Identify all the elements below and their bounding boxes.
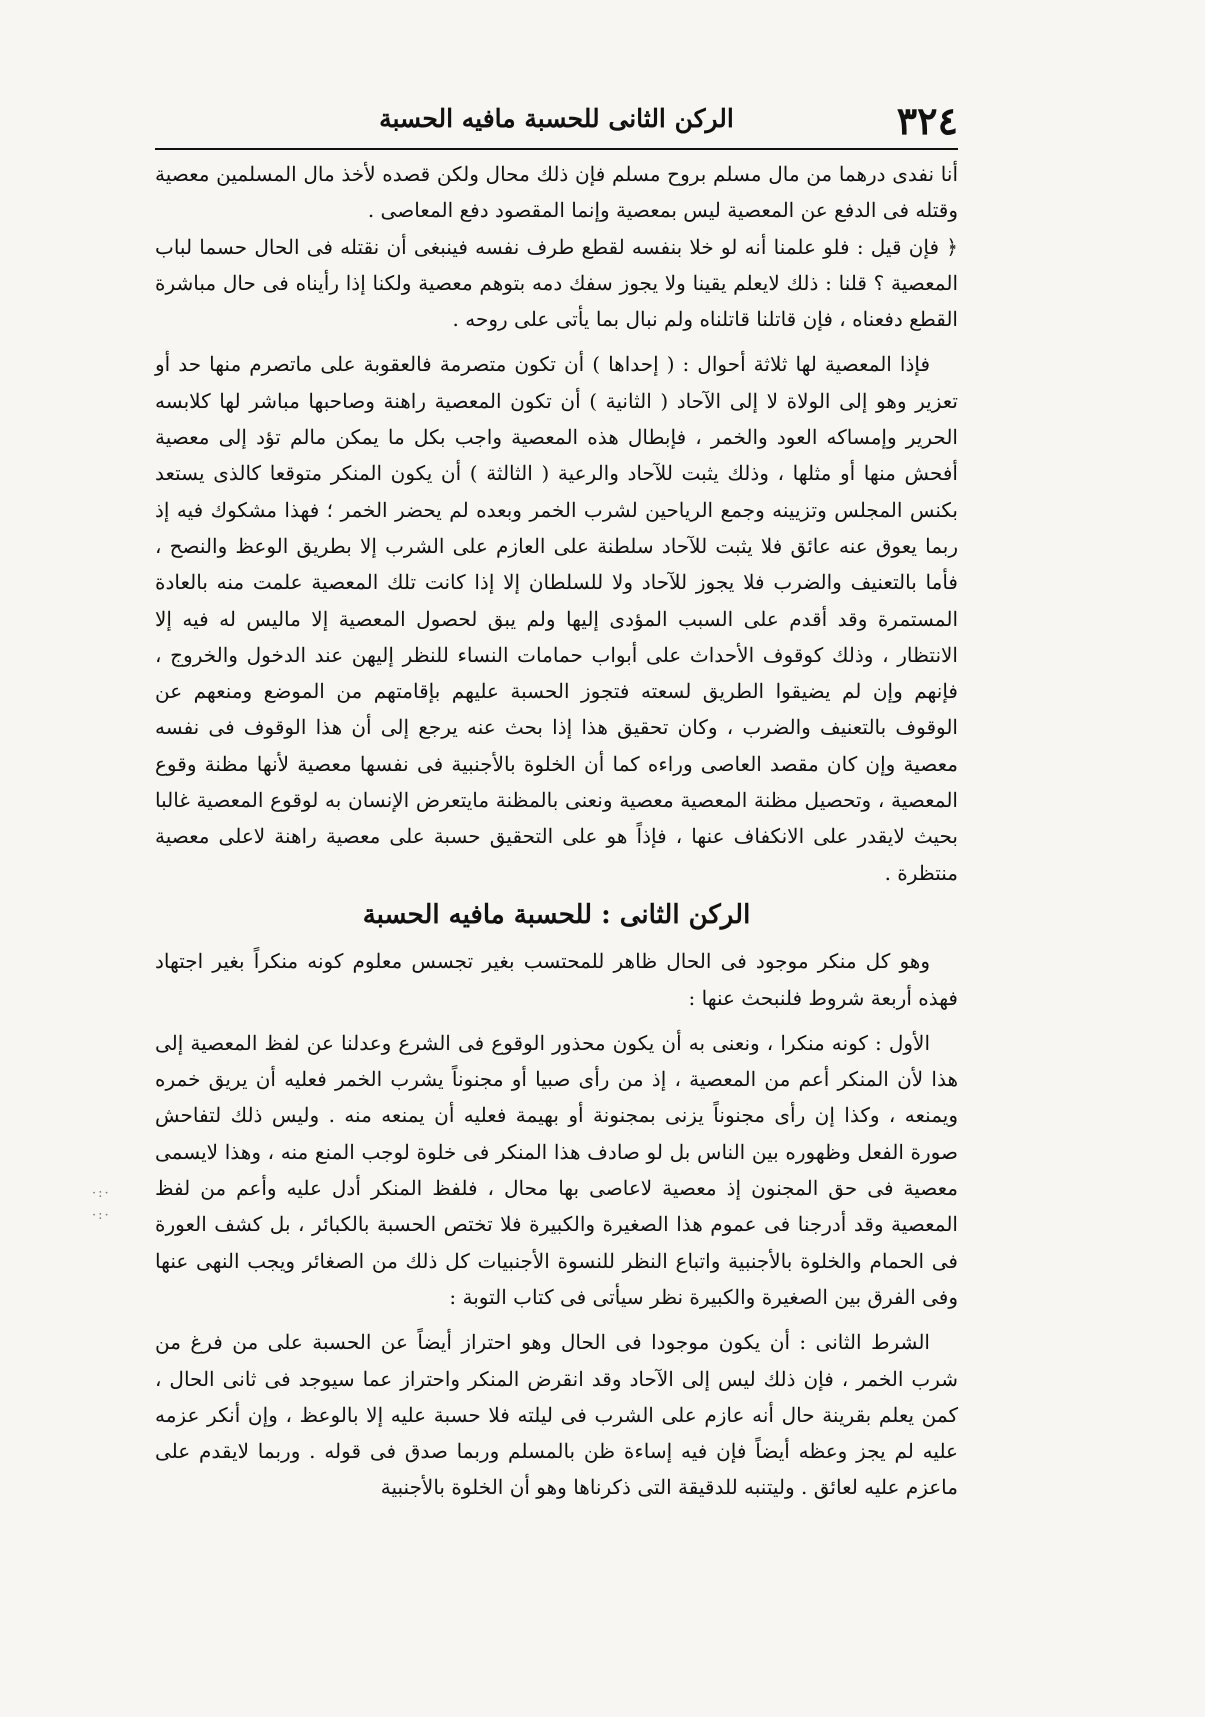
paragraph-continuation: أنا نفدى درهما من مال مسلم بروح مسلم فإن ذلك محال ولكن قصده لأخذ مال المسلمين معصية وقتله فى الدفع عن المعصية ليس بمعصية وإنما المقصود دفع المعاصى . <box>155 162 958 223</box>
paragraph-second-condition: الشرط الثانى : أن يكون موجودا فى الحال وهو احتراز أيضاً عن الحسبة على من فرغ من شرب الخمر ، فإن ذلك ليس إلى الآحاد وقد انقرض المنكر واحتراز عما سيوجد فى ثانى الحال ، كمن يعلم بقرينة حال أنه عازم على الشرب فى ليلته فلا حسبة عليه إلا بالوعظ ، وإن أنكر عزمه عليه لم يجز وعظه أيضاً فإن فيه إساءة ظن بالمسلم وربما صدق فى قوله . وربما لايقدم على ماعزم عليه لعائق . وليتنبه للدقيقة التى ذكرناها وهو أن الخلوة بالأجنبية <box>155 1330 958 1500</box>
section-heading: الركن الثانى : للحسبة مافيه الحسبة <box>362 899 751 930</box>
paragraph-objection: ﴿ فإن قيل : فلو علمنا أنه لو خلا بنفسه لقطع طرف نفسه فينبغى أن نقتله فى الحال حسما لباب المعصية ؟ قلنا : ذلك لايعلم يقينا ولا يجوز سفك دمه بتوهم معصية ولكنا إذا رأيناه فى حال مباشرة القطع دفعناه ، فإن قاتلنا قاتلناه ولم نبال بما يأتى على روحه . <box>155 234 958 332</box>
paragraph-first-condition: الأول : كونه منكرا ، ونعنى به أن يكون محذور الوقوع فى الشرع وعدلنا عن لفظ المعصية إلى هذا لأن المنكر أعم من المعصية ، إذ من رأى صبيا أو مجنوناً يشرب الخمر فعليه أن يريق خمره ويمنعه ، وكذا إن رأى مجنوناً يزنى بمجنونة أو بهيمة فعليه أن يمنعه منه . وليس ذلك لتفاحش صورة الفعل وظهوره بين الناس بل لو صادف هذا المنكر فى خلوة لوجب المنع منه ، وهذا لايسمى معصية فى حق المجنون إذ معصية لاعاصى بها محال ، فلفظ المنكر أدل عليه وأعم من لفظ المعصية وقد أدرجنا فى عموم هذا الصغيرة والكبيرة فلا تختص الحسبة بالكبائر ، بل كشف العورة فى الحمام والخلوة بالأجنبية واتباع النظر للنسوة الأجنبيات كل ذلك من الصغائر ويجب النهى عنها وفى الفرق بين الصغيرة والكبيرة نظر سيأتى فى كتاب التوبة : <box>155 1030 959 1309</box>
paragraph-three-states: فإذا المعصية لها ثلاثة أحوال : ( إحداها ) أن تكون متصرمة فالعقوبة على ماتصرم منها حد أو تعزير وهو إلى الولاة لا إلى الآحاد ( الثانية ) أن تكون المعصية راهنة وصاحبها مباشر لها كلابسه الحرير وإمساكه العود والخمر ، فإبطال هذه المعصية واجب بكل ما يمكن مالم تؤد إلى معصية أفحش منها أو مثلها ، وذلك يثبت للآحاد والرعية ( الثالثة ) أن يكون المنكر متوقعا كالذى يستعد بكنس المجلس وتزيينه وجمع الرياحين لشرب الخمر وبعده لم يحضر الخمر ؛ فهذا مشكوك فيه إذ ربما يعوق عنه عائق فلا يثبت للآحاد سلطنة على العازم على الشرب إلا بطريق الوعظ والنصح ، فأما بالتعنيف والضرب فلا يجوز للآحاد ولا للسلطان إلا إذا كانت تلك المعصية علمت منه بالعادة المستمرة وقد أقدم على السبب المؤدى إليها ولم يبق لحصول المعصية إلا ماليس له فيه إلا الانتظار ، وذلك كوقوف الأحداث على أبواب حمامات النساء للنظر إليهن عند الدخول والخروج ، فإنهم وإن لم يضيقوا الطريق لسعته فتجوز الحسبة عليهم بإقامتهم من الموضع ومنعهم عن الوقوف بالتعنيف والضرب ، وكان تحقيق هذا إذا بحث عنه يرجع إلى أن هذا الوقوف فى نفسه معصية وإن كان مقصد العاصى وراءه كما أن الخلوة بالأجنبية فى نفسها معصية لأنها مظنة وقوع المعصية ، وتحصيل مظنة المعصية معصية ونعنى بالمظنة مايتعرض الإنسان به لوقوع المعصية غالبا بحيث لايقدر على الانكفاف عنها ، فإذاً هو على التحقيق حسبة على معصية راهنة لاعلى معصية منتظرة . <box>155 352 959 885</box>
page-number: ٣٢٤ <box>896 98 958 143</box>
page-header <box>155 92 958 150</box>
paragraph-four-conditions: وهو كل منكر موجود فى الحال ظاهر للمحتسب بغير تجسس معلوم كونه منكراً بغير اجتهاد فهذه أربعة شروط فلنبحث عنها : <box>155 949 958 1010</box>
running-title: الركن الثانى للحسبة مافيه الحسبة <box>379 104 734 133</box>
margin-marks: ·:· ·:· <box>92 1186 111 1223</box>
body-text <box>155 156 958 1506</box>
